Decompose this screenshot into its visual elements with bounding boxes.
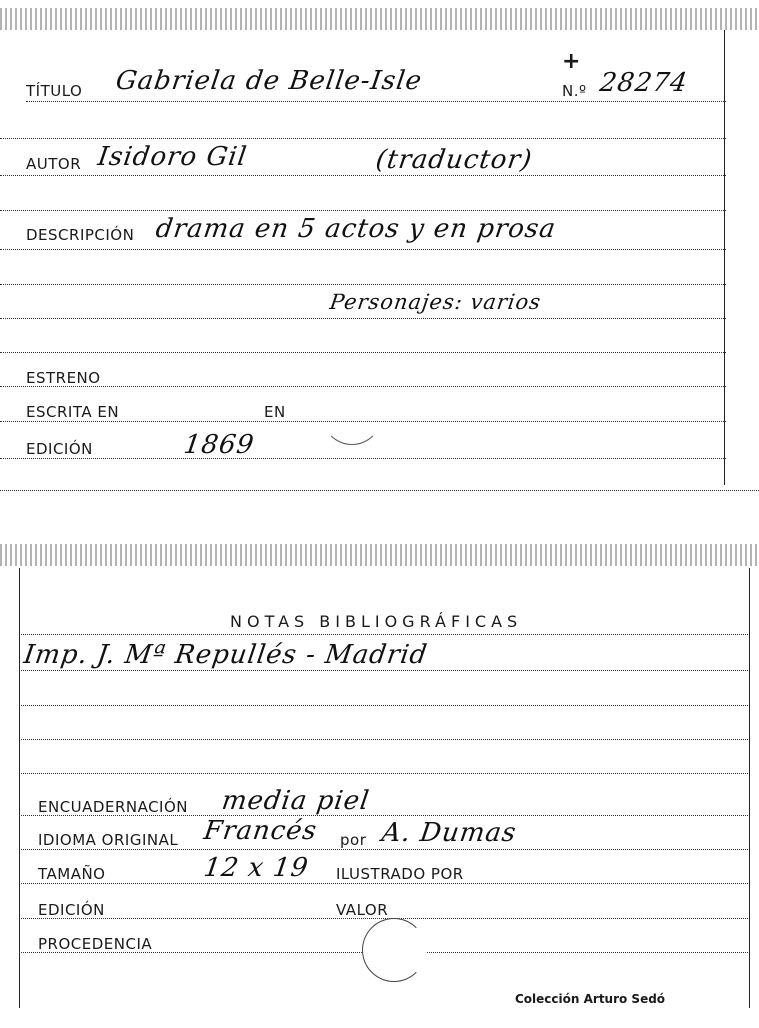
titulo-label: TÍTULO — [26, 82, 83, 100]
numero-value: 28274 — [597, 68, 690, 98]
rule-descripcion — [0, 249, 726, 250]
rule-idioma — [19, 849, 748, 850]
stamp-circle-bottom — [362, 918, 426, 982]
rule-notas-1 — [19, 670, 748, 671]
rule-bottom-top — [0, 490, 759, 491]
ilustrado-label: ILUSTRADO POR — [336, 865, 464, 883]
numero-label: N.º — [562, 82, 587, 100]
rule-edicion-top — [0, 458, 726, 459]
rule-4 — [0, 318, 726, 319]
descripcion-label: DESCRIPCIÓN — [26, 226, 135, 244]
descripcion-value: drama en 5 actos y en prosa — [153, 214, 558, 244]
rule-1 — [0, 138, 726, 139]
escrita-en-label: ESCRITA EN — [26, 403, 120, 421]
rule-autor — [0, 175, 726, 176]
encuadernacion-value: media piel — [219, 786, 372, 816]
rule-5 — [0, 352, 726, 353]
rule-encuadernacion — [19, 815, 748, 816]
torn-edge-top — [0, 8, 759, 30]
titulo-value: Gabriela de Belle-Isle — [113, 66, 425, 96]
rule-titulo — [26, 101, 726, 102]
stamp-circle-top — [322, 385, 382, 445]
idioma-label: IDIOMA ORIGINAL — [38, 831, 179, 849]
estreno-label: ESTRENO — [26, 369, 101, 387]
edicion-label-top: EDICIÓN — [26, 440, 93, 458]
rule-3 — [0, 284, 726, 285]
footer-collection: Colección Arturo Sedó — [515, 992, 666, 1006]
autor-value: Isidoro Gil — [95, 142, 250, 172]
torn-edge-bottom — [0, 544, 759, 566]
edicion-value-top: 1869 — [181, 430, 257, 460]
en-label: EN — [264, 403, 286, 421]
rule-notas-4 — [19, 773, 748, 774]
descripcion-value-2: Personajes: varios — [328, 290, 543, 314]
autor-note: (traductor) — [373, 145, 535, 175]
rule-heading — [19, 634, 748, 635]
autor-label: AUTOR — [26, 155, 82, 173]
rule-tamano — [19, 883, 748, 884]
rule-notas-3 — [19, 739, 748, 740]
edicion-label-bottom: EDICIÓN — [38, 901, 105, 919]
procedencia-label: PROCEDENCIA — [38, 935, 153, 953]
rule-2 — [0, 210, 726, 211]
por-label: por — [340, 831, 367, 849]
idioma-value: Francés — [201, 816, 320, 846]
por-value: A. Dumas — [379, 818, 519, 848]
valor-label: VALOR — [336, 901, 389, 919]
rule-notas-2 — [19, 705, 748, 706]
notas-heading: NOTAS BIBLIOGRÁFICAS — [230, 612, 523, 631]
tamano-label: TAMAÑO — [38, 865, 106, 883]
tamano-value: 12 x 19 — [201, 853, 311, 883]
encuadernacion-label: ENCUADERNACIÓN — [38, 798, 189, 816]
plus-mark: + — [562, 49, 581, 74]
notas-line-1: Imp. J. Mª Repullés - Madrid — [21, 640, 430, 670]
